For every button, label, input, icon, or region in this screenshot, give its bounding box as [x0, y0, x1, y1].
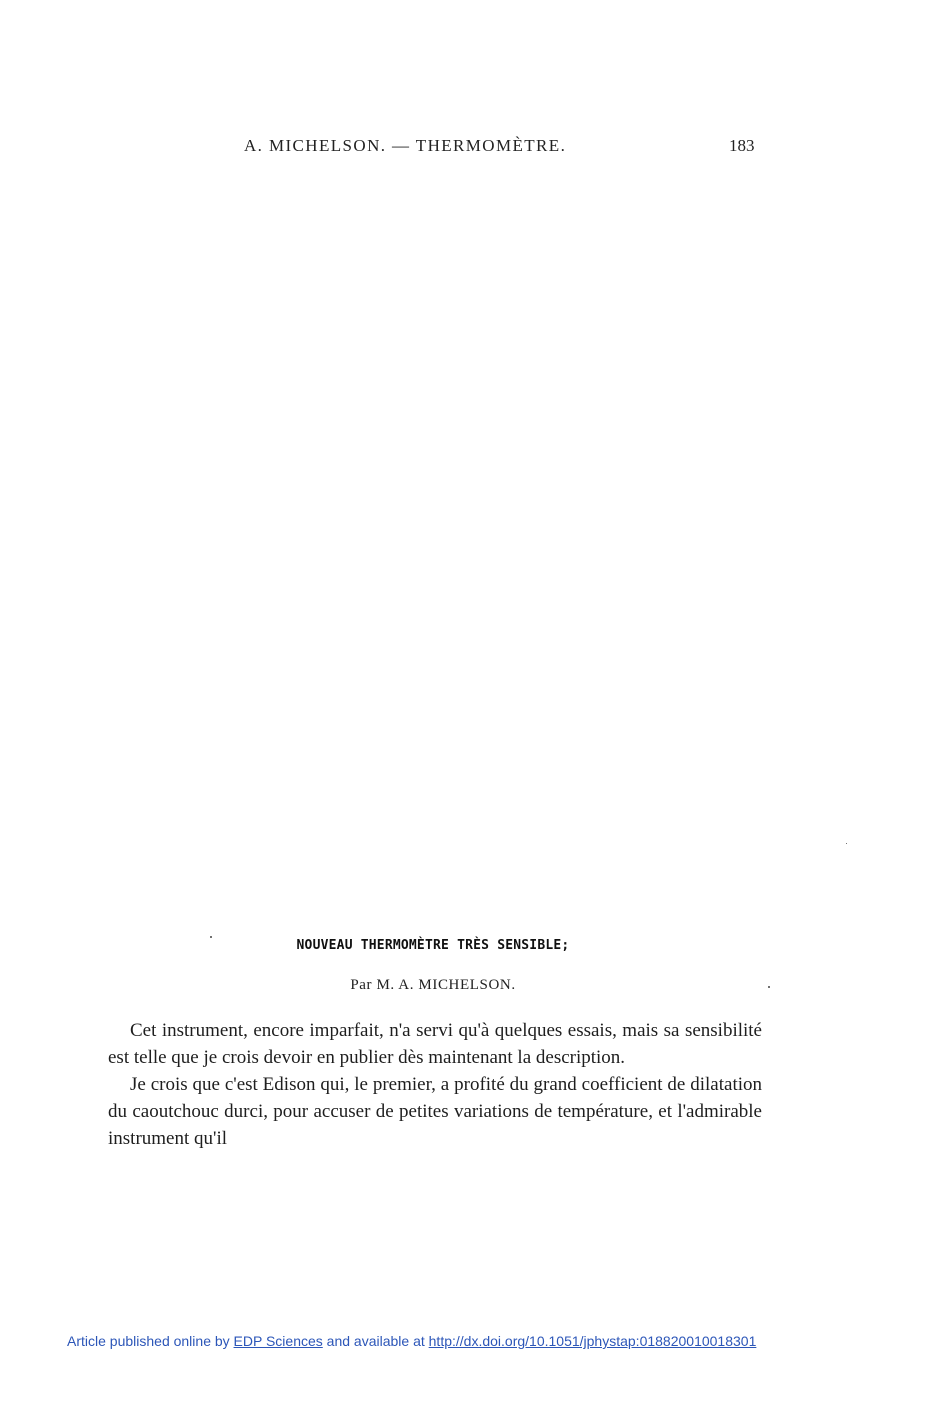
paragraph: Je crois que c'est Edison qui, le premier, a profité du grand coefficient de dilatation du caoutchouc durci, pour accuser de petites variations de température, et l'admirable instrument qu'il [108, 1074, 762, 1149]
article-body [108, 1017, 762, 1152]
running-head [0, 136, 930, 160]
publisher-link[interactable]: EDP Sciences [233, 1333, 323, 1349]
paragraph: Cet instrument, encore imparfait, n'a servi qu'à quelques essais, mais sa sensibilité est telle que je crois devoir en publier dès maintenant la description. [108, 1020, 762, 1068]
running-title: A. MICHELSON. — THERMOMÈTRE. [244, 136, 567, 155]
article-byline: Par M. A. MICHELSON. [350, 977, 516, 993]
footer-middle: and available at [326, 1333, 425, 1349]
doi-link[interactable]: http://dx.doi.org/10.1051/jphystap:018820010018301 [428, 1333, 757, 1349]
scan-speck [846, 843, 847, 844]
article-title: NOUVEAU THERMOMÈTRE TRÈS SENSIBLE; [296, 938, 570, 953]
page-number: 183 [729, 136, 755, 155]
footer-prefix: Article published online by [67, 1333, 230, 1349]
publication-footer [67, 1333, 756, 1349]
